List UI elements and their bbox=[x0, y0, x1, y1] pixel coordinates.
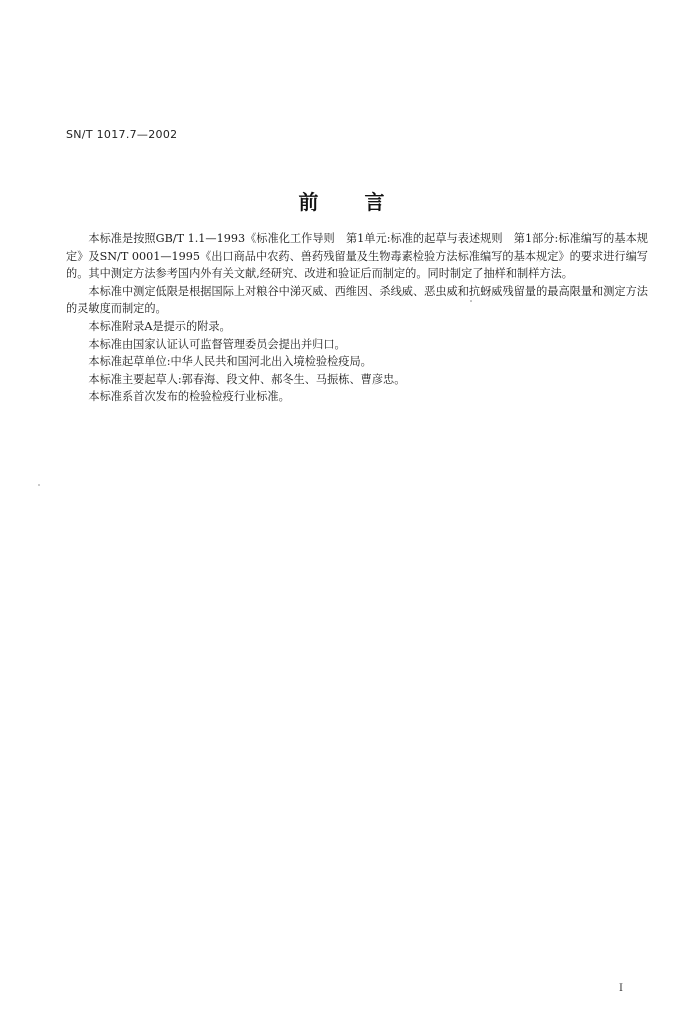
paragraph-drafting-unit: 本标准起草单位:中华人民共和国河北出入境检验检疫局。 bbox=[88, 355, 372, 369]
section-title: 前言 bbox=[298, 190, 431, 214]
paragraph-drafting-basis: 本标准是按照GB/T 1.1—1993《标准化工作导则 第1单元:标准的起草与表述规则 第1部分:标准编写的基本规定》及SN/T 0001—1995《出口商品中农药、兽药残留量及生物毒素检验方法标准编写的基本规定》的要求进行编写的。其中测定方法参考国内外有关文献,经研究、改进和验证后而制定的。同时制定了抽样和制样方法。 bbox=[66, 232, 648, 281]
page-number: I bbox=[619, 983, 623, 994]
scan-speck bbox=[38, 484, 40, 486]
scan-speck bbox=[470, 300, 472, 302]
paragraph-appendix: 本标准附录A是提示的附录。 bbox=[88, 319, 231, 333]
paragraph-drafters: 本标准主要起草人:郭春海、段文仲、郝冬生、马振栋、曹彦忠。 bbox=[88, 372, 406, 386]
paragraph-first-release: 本标准系首次发布的检验检疫行业标准。 bbox=[88, 390, 290, 404]
paragraph-proposer: 本标准由国家认证认可监督管理委员会提出并归口。 bbox=[88, 337, 346, 351]
document-code: SN/T 1017.7—2002 bbox=[66, 128, 178, 141]
foreword-body bbox=[66, 230, 648, 406]
paragraph-detection-limit: 本标准中测定低限是根据国际上对粮谷中涕灭威、西维因、杀线威、恶虫威和抗蚜威残留量的最高限量和测定方法的灵敏度而制定的。 bbox=[66, 284, 648, 316]
